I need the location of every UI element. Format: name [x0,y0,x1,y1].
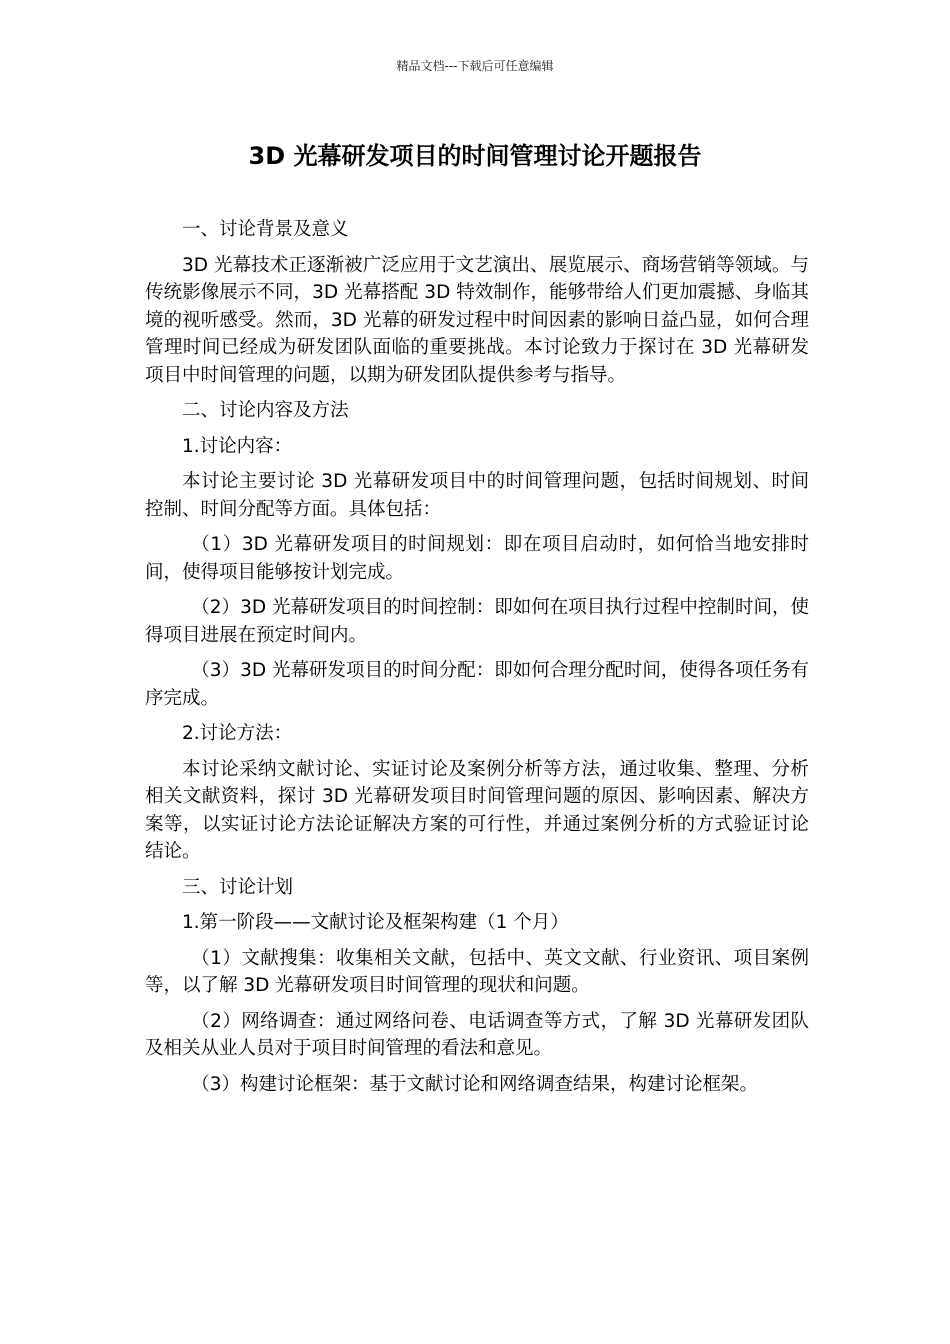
page-header: 精品文档---下载后可任意编辑 [396,59,554,73]
subheading-method: 2.讨论方法： [182,723,293,744]
list-item-time-allocation: （3）3D 光幕研发项目的时间分配：即如何合理分配时间，使得各项任务有序完成。 [145,660,809,709]
document-title: 3D 光幕研发项目的时间管理讨论开题报告 [248,142,702,170]
section-heading-plan: 三、讨论计划 [182,876,294,898]
list-item-time-planning: （1）3D 光幕研发项目的时间规划：即在项目启动时，如何恰当地安排时间，使得项目能够按计划完成。 [145,534,809,583]
section-heading-content-method: 二、讨论内容及方法 [182,400,349,421]
subheading-phase-one: 1.第一阶段——文献讨论及框架构建（1 个月） [182,912,569,933]
paragraph-method: 本讨论采纳文献讨论、实证讨论及案例分析等方法，通过收集、整理、分析相关文献资料，探讨 3D 光幕研发项目时间管理问题的原因、影响因素、解决方案等，以实证讨论方法论证解决方案的可行性，并通过案例分析的方式验证讨论结论。 [145,758,809,862]
paragraph-background: 3D 光幕技术正逐渐被广泛应用于文艺演出、展览展示、商场营销等领域。与传统影像展示不同，3D 光幕搭配 3D 特效制作，能够带给人们更加震撼、身临其境的视听感受。然而，3D 光幕的研发过程中时间因素的影响日益凸显，如何合理管理时间已经成为研发团队面临的重要挑战。本讨论致力于探讨在 3D 光幕研发项目中时间管理的问题，以期为研发团队提供参考与指导。 [145,254,809,386]
paragraph-content-intro: 本讨论主要讨论 3D 光幕研发项目中的时间管理问题，包括时间规划、时间控制、时间分配等方面。具体包括： [145,471,809,520]
document-body [145,216,809,1106]
subheading-content: 1.讨论内容： [182,435,293,457]
section-heading-background: 一、讨论背景及意义 [182,219,349,240]
list-item-network-survey: （2）网络调查：通过网络问卷、电话调查等方式，了解 3D 光幕研发团队及相关从业人员对于项目时间管理的看法和意见。 [145,1010,809,1059]
list-item-build-framework: （3）构建讨论框架：基于文献讨论和网络调查结果，构建讨论框架。 [191,1073,759,1095]
list-item-literature-collection: （1）文献搜集：收集相关文献，包括中、英文文献、行业资讯、项目案例等，以了解 3D 光幕研发项目时间管理的现状和问题。 [145,947,809,996]
list-item-time-control: （2）3D 光幕研发项目的时间控制：即如何在项目执行过程中控制时间，使得项目进展在预定时间内。 [145,597,809,646]
